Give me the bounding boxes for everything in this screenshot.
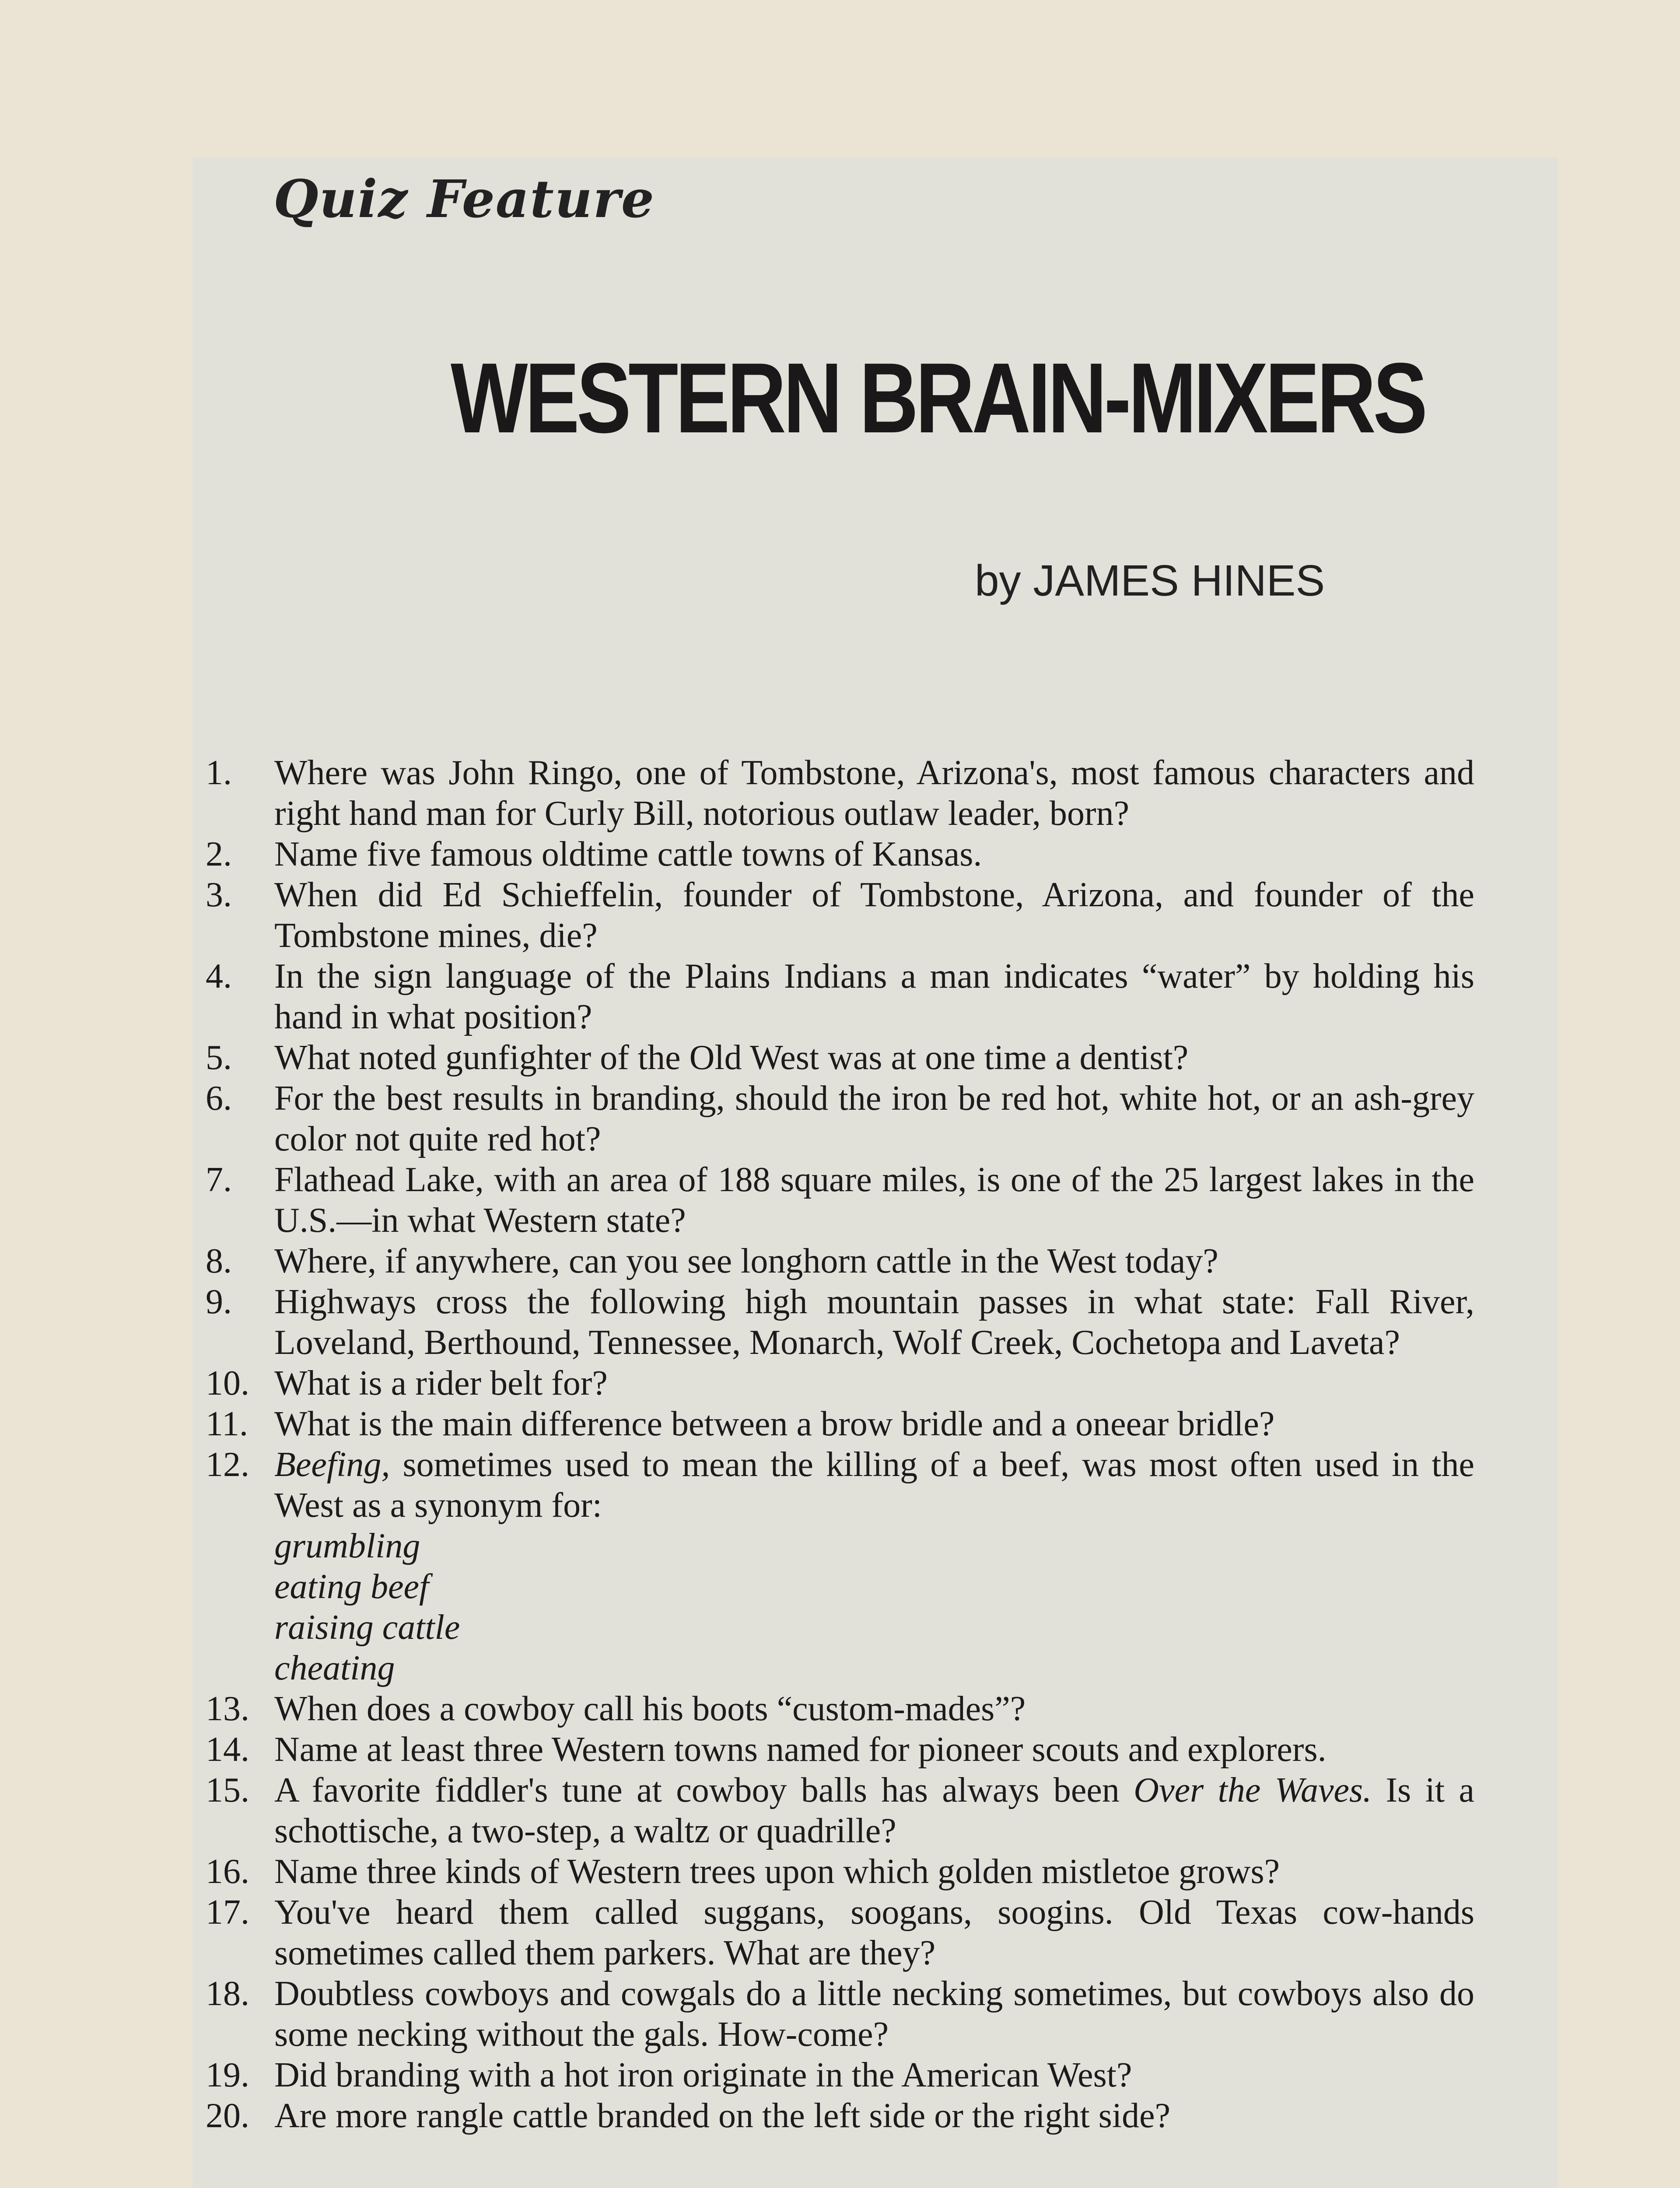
- answer-options: [274, 1526, 1474, 1689]
- question-5: [206, 1038, 1474, 1078]
- option-item: grumbling: [274, 1527, 420, 1565]
- question-11: [206, 1404, 1474, 1445]
- question-text: Name at least three Western towns named for pioneer scouts and explorers.: [274, 1730, 1326, 1769]
- question-17: [206, 1892, 1474, 1974]
- section-label: Quiz Feature: [273, 168, 655, 229]
- question-text: You've heard them called suggans, soogans, soogins. Old Texas cow-hands sometimes called them parkers. What are they?: [274, 1893, 1474, 1972]
- question-number: 10.: [206, 1364, 249, 1403]
- question-14: [206, 1729, 1474, 1770]
- question-16: [206, 1851, 1474, 1892]
- question-number: 1.: [206, 754, 232, 792]
- question-19: [206, 2055, 1474, 2096]
- question-18: [206, 1974, 1474, 2055]
- question-number: 7.: [206, 1161, 232, 1199]
- question-text: What is the main difference between a brow bridle and a oneear bridle?: [274, 1405, 1275, 1443]
- question-number: 18.: [206, 1974, 249, 2013]
- question-number: 17.: [206, 1893, 249, 1932]
- question-text: Where was John Ringo, one of Tombstone, Arizona's, most famous characters and right hand man for Curly Bill, notorious outlaw leader, born?: [274, 754, 1474, 833]
- question-list: [206, 753, 1474, 2136]
- page-title: WESTERN BRAIN-MIXERS: [451, 343, 1425, 454]
- question-number: 8.: [206, 1242, 232, 1280]
- question-text: What is a rider belt for?: [274, 1364, 608, 1403]
- question-number: 2.: [206, 835, 232, 873]
- question-20: [206, 2096, 1474, 2136]
- question-number: 6.: [206, 1079, 232, 1118]
- question-number: 12.: [206, 1445, 249, 1484]
- question-text: Is it a schottische, a two-step, a waltz or quadrille?: [274, 1771, 1475, 1850]
- option-item: cheating: [274, 1649, 395, 1687]
- question-number: 3.: [206, 876, 232, 914]
- question-text: sometimes used to mean the killing of a beef, was most often used in the West as a synonym for:: [274, 1445, 1475, 1525]
- question-7: [206, 1160, 1474, 1241]
- option-item: raising cattle: [274, 1608, 460, 1647]
- question-text: When does a cowboy call his boots “custom-mades”?: [274, 1690, 1026, 1728]
- question-text: Flathead Lake, with an area of 188 square miles, is one of the 25 largest lakes in the U.S.—in what Western state?: [274, 1161, 1474, 1240]
- question-text: Doubtless cowboys and cowgals do a little necking sometimes, but cowboys also do some necking without the gals. How-come?: [274, 1974, 1474, 2054]
- question-10: [206, 1363, 1474, 1404]
- question-text: A favorite fiddler's tune at cowboy balls has always been: [274, 1771, 1120, 1809]
- question-number: 11.: [206, 1405, 248, 1443]
- question-number: 20.: [206, 2097, 249, 2135]
- question-8: [206, 1241, 1474, 1282]
- question-9: [206, 1282, 1474, 1363]
- byline: by JAMES HINES: [975, 556, 1325, 605]
- question-text: Are more rangle cattle branded on the left side or the right side?: [274, 2097, 1171, 2135]
- question-number: 14.: [206, 1730, 249, 1769]
- question-2: [206, 834, 1474, 875]
- song-title: Over the Waves.: [1134, 1771, 1372, 1809]
- question-number: 4.: [206, 957, 232, 996]
- question-3: [206, 875, 1474, 956]
- question-number: 15.: [206, 1771, 249, 1809]
- question-6: [206, 1078, 1474, 1160]
- question-15: [206, 1770, 1474, 1851]
- question-number: 13.: [206, 1690, 249, 1728]
- question-text: What noted gunfighter of the Old West was at one time a dentist?: [274, 1038, 1189, 1077]
- question-text: Did branding with a hot iron originate in the American West?: [274, 2056, 1132, 2094]
- question-text: Name five famous oldtime cattle towns of Kansas.: [274, 835, 982, 873]
- question-1: [206, 753, 1474, 834]
- question-number: 5.: [206, 1038, 232, 1077]
- question-lead-term: Beefing,: [274, 1445, 390, 1484]
- question-text: When did Ed Schieffelin, founder of Tombstone, Arizona, and founder of the Tombstone mines, die?: [274, 876, 1474, 955]
- question-number: 19.: [206, 2056, 249, 2094]
- question-12: [206, 1445, 1474, 1689]
- option-item: eating beef: [274, 1567, 429, 1606]
- question-text: Where, if anywhere, can you see longhorn cattle in the West today?: [274, 1242, 1218, 1280]
- question-4: [206, 956, 1474, 1038]
- question-text: Highways cross the following high mountain passes in what state: Fall River, Loveland, Berthound, Tennessee, Monarch, Wolf Creek, Cochetopa and Laveta?: [274, 1283, 1474, 1362]
- question-13: [206, 1689, 1474, 1729]
- question-text: For the best results in branding, should the iron be red hot, white hot, or an ash-grey color not quite red hot?: [274, 1079, 1474, 1158]
- question-number: 9.: [206, 1283, 232, 1321]
- question-text: In the sign language of the Plains Indians a man indicates “water” by holding his hand in what position?: [274, 957, 1474, 1036]
- question-number: 16.: [206, 1852, 249, 1891]
- question-text: Name three kinds of Western trees upon which golden mistletoe grows?: [274, 1852, 1280, 1891]
